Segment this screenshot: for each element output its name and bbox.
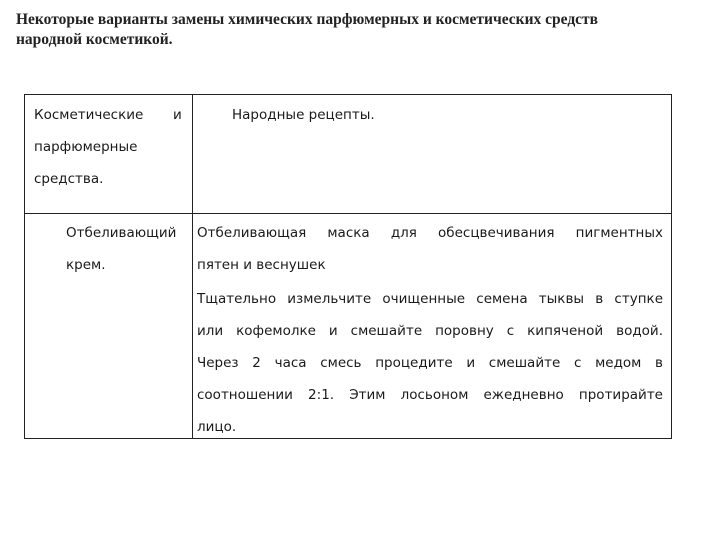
recipe-text-line-2: или кофемолке и смешайте поровну с кипяченой водой.	[197, 323, 663, 339]
recipe-text-line-5: лицо.	[197, 419, 237, 435]
recipe-text-line-1: Тщательно измельчите очищенные семена тыквы в ступке	[197, 291, 663, 307]
row1-col1-cream: крем.	[66, 257, 106, 273]
header-col1-line-perfume: парфюмерные	[34, 139, 138, 155]
page-title	[16, 10, 706, 50]
recipe-text-line-3: Через 2 часа смесь процедите и смешайте с медом в	[197, 355, 663, 371]
page-title-line-1: Некоторые варианты замены химических парфюмерных и косметических средств	[16, 11, 599, 28]
page-title-line-2: народной косметикой.	[16, 31, 173, 48]
recipe-title-line-2: пятен и веснушек	[197, 257, 326, 273]
recipe-title-line-1: Отбеливающая маска для обесцвечивания пигментных	[197, 225, 663, 241]
row1-col1-whitening: Отбеливающий	[66, 225, 177, 241]
recipes-table	[24, 94, 672, 439]
header-col1-word-cosmetic: Косметические	[34, 107, 144, 123]
column-divider	[192, 95, 193, 438]
header-col1-word-and: и	[173, 107, 182, 123]
header-col1-line-products: средства.	[34, 171, 104, 187]
row-divider	[25, 213, 671, 214]
recipe-text-line-4: соотношении 2:1. Этим лосьоном ежедневно протирайте	[197, 387, 663, 403]
header-col2-folk-recipes: Народные рецепты.	[232, 107, 375, 123]
